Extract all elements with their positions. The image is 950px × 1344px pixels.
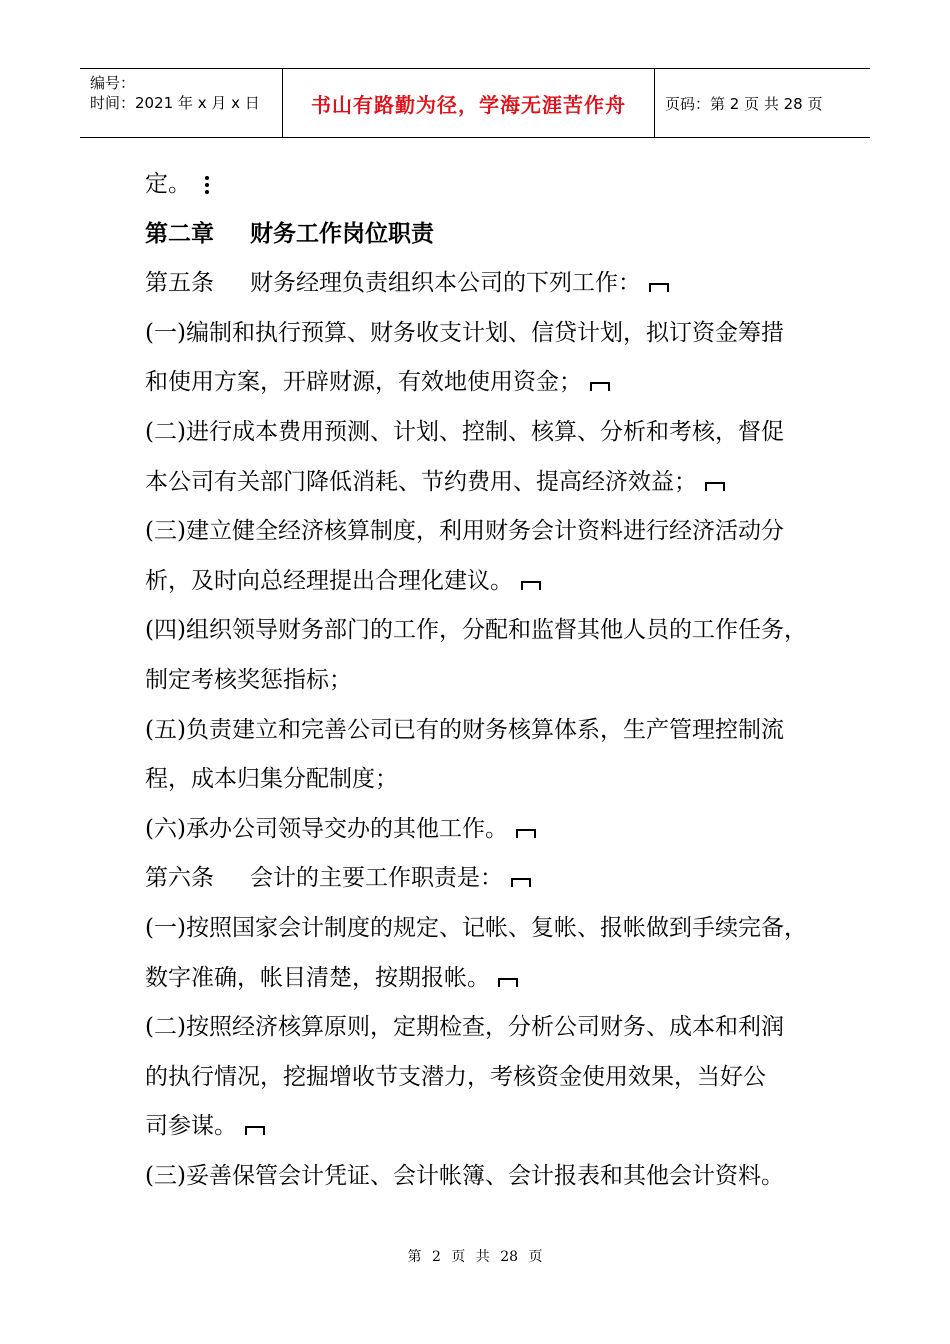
paragraph-line: 和使用方案，开辟财源，有效地使用资金；	[145, 358, 835, 408]
paragraph-mark-icon	[516, 829, 536, 838]
paragraph-line: (三)妥善保管会计凭证、会计帐簿、会计报表和其他会计资料。	[145, 1162, 784, 1189]
chapter-number: 第二章	[145, 220, 214, 247]
paragraph-line: 数字准确，帐目清楚，按期报帐。	[145, 954, 835, 1004]
paragraph-line: 制定考核奖惩指标；	[145, 666, 352, 693]
paragraph-line: 司参谋。	[145, 1102, 835, 1152]
paragraph-line: (二)进行成本费用预测、计划、控制、核算、分析和考核，督促	[145, 418, 784, 445]
page-footer: 第 2 页 共 28 页	[407, 1249, 543, 1265]
paragraph-line: (一)编制和执行预算、财务收支计划、信贷计划，拟订资金筹措	[145, 319, 784, 346]
chapter-heading	[145, 210, 835, 260]
article-heading: 第五条 财务经理负责组织本公司的下列工作：	[145, 259, 835, 309]
document-header	[80, 68, 870, 138]
paragraph-mark-icon	[705, 482, 725, 491]
article-number: 第五条	[145, 270, 214, 297]
paragraph-line: 本公司有关部门降低消耗、节约费用、提高经济效益；	[145, 458, 835, 508]
header-page-info: 页码：第 2 页 共 28 页	[665, 94, 823, 113]
paragraph-line: 定。	[145, 160, 835, 210]
header-meta	[80, 69, 283, 137]
paragraph-line: (四)组织领导财务部门的工作，分配和监督其他人员的工作任务，	[145, 617, 807, 644]
paragraph-mark-icon	[649, 283, 669, 292]
document-body	[145, 160, 835, 1201]
paragraph-mark-icon	[590, 382, 610, 391]
paragraph-mark-icon	[511, 878, 531, 887]
paragraph-line: (三)建立健全经济核算制度，利用财务会计资料进行经济活动分	[145, 518, 784, 545]
paragraph-line: (五)负责建立和完善公司已有的财务核算体系，生产管理控制流	[145, 716, 784, 743]
paragraph-line: (六)承办公司领导交办的其他工作。	[145, 805, 835, 855]
header-number: 编号：	[90, 74, 136, 92]
paragraph-mark-icon	[498, 978, 518, 987]
paragraph-line: 析，及时向总经理提出合理化建议。	[145, 557, 835, 607]
paragraph-mark-icon	[245, 1126, 265, 1135]
paragraph-line: 程，成本归集分配制度；	[145, 766, 398, 793]
header-time: 时间：2021 年 x 月 x 日	[90, 94, 260, 112]
header-motto: 书山有路勤为径，学海无涯苦作舟	[283, 69, 655, 137]
paragraph-line: 的执行情况，挖掘增收节支潜力，考核资金使用效果，当好公	[145, 1063, 766, 1090]
article-number: 第六条	[145, 865, 214, 892]
vertical-ellipsis-icon	[205, 173, 211, 197]
article-heading: 第六条 会计的主要工作职责是：	[145, 854, 835, 904]
paragraph-mark-icon	[521, 581, 541, 590]
chapter-title: 财务工作岗位职责	[250, 220, 434, 247]
paragraph-line: (一)按照国家会计制度的规定、记帐、复帐、报帐做到手续完备，	[145, 914, 807, 941]
paragraph-line: (二)按照经济核算原则，定期检查，分析公司财务、成本和利润	[145, 1014, 784, 1041]
